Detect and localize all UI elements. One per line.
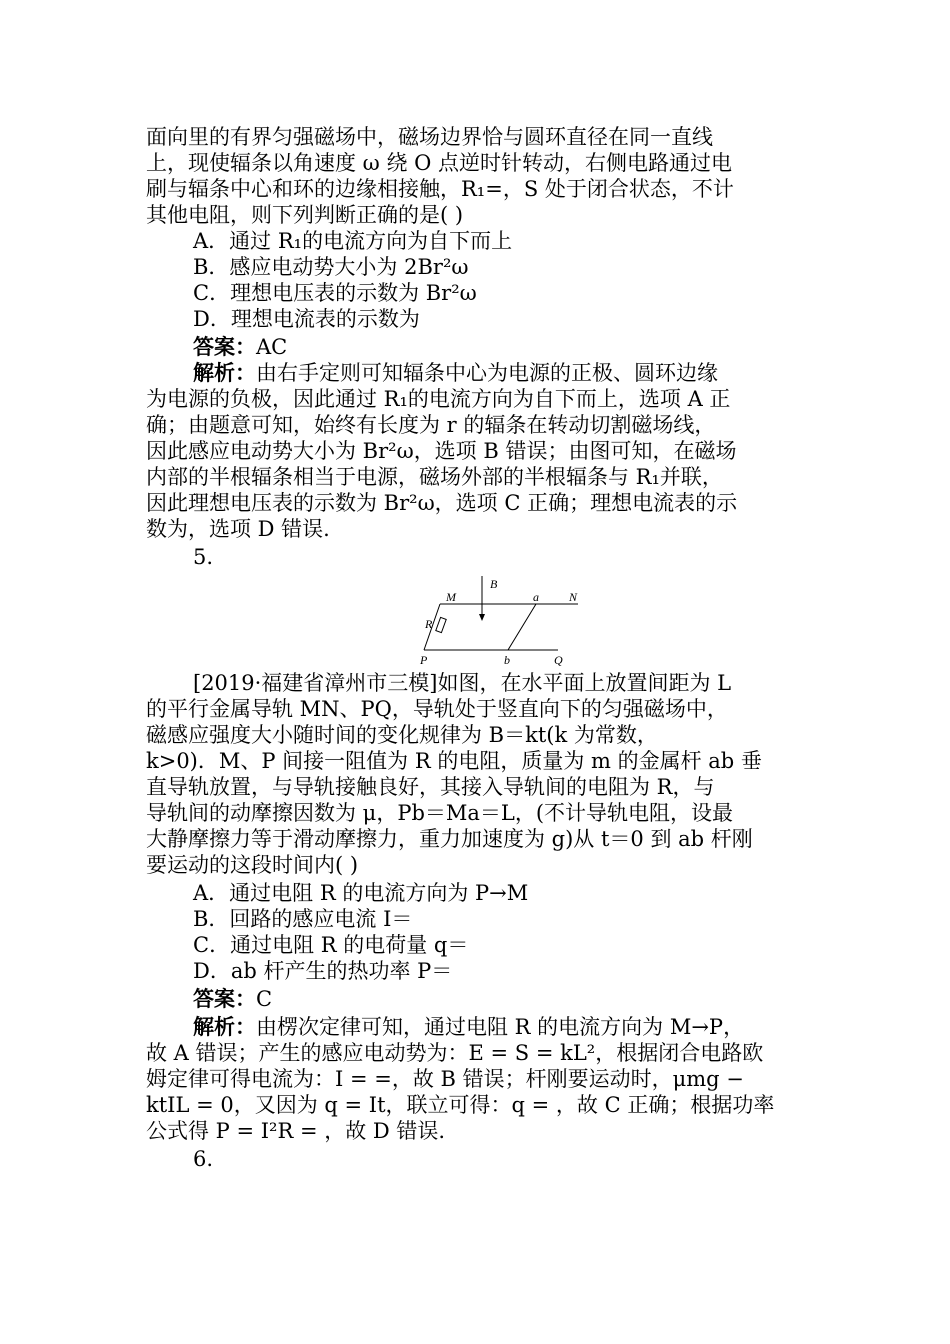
answer-label: 答案：	[193, 334, 256, 359]
label-a: a	[533, 590, 539, 604]
q4-analysis-line: 因此感应电动势大小为 Br²ω，选项 B 错误；由图可知，在磁场	[146, 439, 737, 463]
q5-stem-line: 导轨间的动摩擦因数为 μ，Pb＝Ma＝L，(不计导轨电阻，设最	[146, 801, 734, 825]
arrow-head-icon	[479, 614, 485, 621]
q5-circuit-diagram	[418, 574, 584, 670]
q4-analysis-line: 内部的半根辐条相当于电源，磁场外部的半根辐条与 R₁并联，	[146, 465, 723, 489]
label-n: N	[569, 590, 578, 604]
q4-analysis-line: 因此理想电压表的示数为 Br²ω，选项 C 正确；理想电流表的示	[146, 491, 738, 515]
label-b: B	[490, 577, 498, 591]
q4-stem-line: 其他电阻，则下列判断正确的是( )	[146, 203, 464, 227]
q5-analysis-line: 姆定律可得电流为：I = =，故 B 错误；杆刚要运动时，μmg −	[146, 1067, 744, 1091]
answer-value: AC	[256, 335, 288, 359]
q5-stem-line: 大静摩擦力等于滑动摩擦力，重力加速度为 g)从 t＝0 到 ab 杆刚	[146, 827, 753, 851]
rod-ab	[508, 604, 536, 650]
q5-stem-line: 要运动的这段时间内( )	[146, 853, 359, 877]
label-m: M	[446, 590, 456, 604]
resistor-r-icon	[436, 617, 446, 632]
label-b-point: b	[504, 653, 510, 667]
q4-option-a: A．通过 R₁的电流方向为自下而上	[193, 229, 513, 253]
answer-label: 答案：	[193, 986, 256, 1011]
q4-analysis-line: 数为，选项 D 错误.	[146, 517, 330, 541]
q4-stem-line: 刷与辐条中心和环的边缘相接触，R₁=，S 处于闭合状态，不计	[146, 177, 734, 201]
label-q: Q	[554, 653, 563, 667]
q4-analysis-line: 为电源的负极，因此通过 R₁的电流方向为自下而上，选项 A 正	[146, 387, 731, 411]
q4-analysis-line	[193, 360, 853, 386]
analysis-text: 由楞次定律可知，通过电阻 R 的电流方向为 M→P，	[256, 1015, 745, 1039]
label-p: P	[420, 653, 428, 667]
analysis-label: 解析：	[193, 360, 256, 385]
q6-number: 6.	[193, 1147, 214, 1171]
q4-option-b: B．感应电动势大小为 2Br²ω	[193, 255, 469, 279]
label-r: R	[425, 617, 433, 631]
q5-analysis-line: 故 A 错误；产生的感应电动势为：E = S = kL²，根据闭合电路欧	[146, 1041, 764, 1065]
q5-option-a: A．通过电阻 R 的电流方向为 P→M	[193, 881, 529, 905]
analysis-text: 由右手定则可知辐条中心为电源的正极、圆环边缘	[256, 361, 718, 385]
q4-analysis-line: 确；由题意可知，始终有长度为 r 的辐条在转动切割磁场线，	[146, 413, 716, 437]
q5-analysis-line: ktIL = 0，又因为 q = It，联立可得：q = ，故 C 正确；根据功率	[146, 1093, 775, 1117]
q5-number: 5.	[193, 545, 214, 569]
q4-option-d: D．理想电流表的示数为	[193, 307, 420, 331]
q5-option-d: D．ab 杆产生的热功率 P＝	[193, 959, 453, 983]
q4-option-c: C．理想电压表的示数为 Br²ω	[193, 281, 477, 305]
q5-option-b: B．回路的感应电流 I＝	[193, 907, 413, 931]
q5-stem-line: 的平行金属导轨 MN、PQ，导轨处于竖直向下的匀强磁场中，	[146, 697, 728, 721]
q4-stem-line: 面向里的有界匀强磁场中，磁场边界恰与圆环直径在同一直线	[146, 125, 713, 149]
analysis-label: 解析：	[193, 1014, 256, 1039]
q5-stem-line: k>0)．M、P 间接一阻值为 R 的电阻，质量为 m 的金属杆 ab 垂	[146, 749, 762, 773]
q5-option-c: C．通过电阻 R 的电荷量 q＝	[193, 933, 469, 957]
q4-stem-line: 上，现使辐条以角速度 ω 绕 O 点逆时针转动，右侧电路通过电	[146, 151, 733, 175]
q5-stem-line: 直导轨放置，与导轨接触良好，其接入导轨间的电阻为 R，与	[146, 775, 715, 799]
q5-analysis-line	[193, 1014, 853, 1040]
q5-analysis-line: 公式得 P = I²R = ，故 D 错误.	[146, 1119, 446, 1143]
q4-answer	[193, 334, 853, 360]
q5-answer	[193, 986, 853, 1012]
answer-value: C	[256, 987, 273, 1011]
q5-stem-line: 磁感应强度大小随时间的变化规律为 B＝kt(k 为常数，	[146, 723, 658, 747]
q5-stem-line: [2019·福建省漳州市三模]如图，在水平面上放置间距为 L	[193, 671, 732, 695]
